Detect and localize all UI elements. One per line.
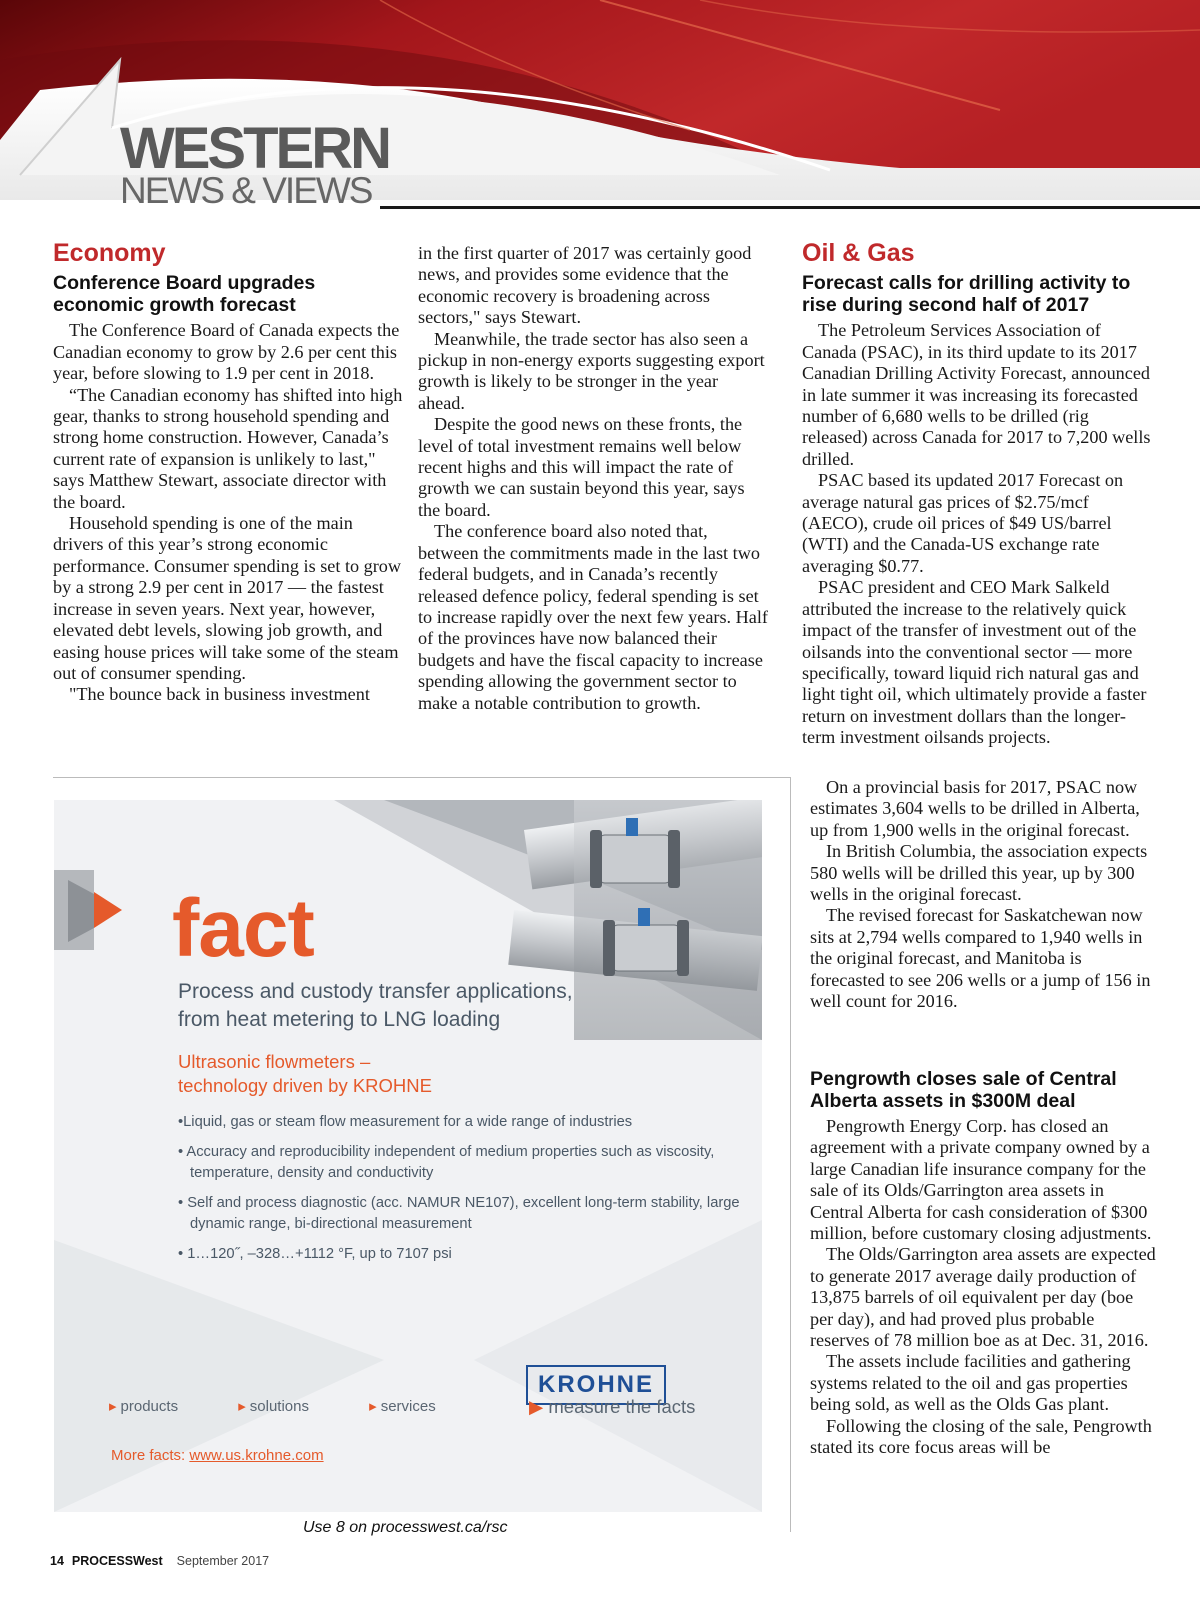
ad-subtitle-line-2: from heat metering to LNG loading [178,1008,501,1031]
ad-subtitle [178,978,573,1034]
article-headline-conference-board: Conference Board upgrades economic growth forecast [53,272,316,317]
article-paragraph: The revised forecast for Saskatchewan now sits at 2,794 wells compared to 1,940 wells in the original forecast, and Manitoba is forecasted to see 206 wells or a jump of 156 in well count for 2016. [810,905,1151,1012]
triangle-icon: ▸ [238,1398,246,1415]
ad-nav-links [109,1397,492,1415]
issue-date: September 2017 [176,1554,270,1568]
ad-tagline-text: measure the facts [548,1396,696,1417]
article-paragraph: "The bounce back in business investment [69,684,370,705]
arrow-icon: ▶ [529,1396,544,1417]
krohne-arrow-logo [54,870,122,950]
ad-link-label: solutions [249,1398,309,1415]
horizontal-divider [53,777,790,778]
ad-product-line [178,1050,432,1098]
ad-link-label: services [380,1398,436,1415]
ad-link-services[interactable] [369,1398,464,1415]
krohne-advertisement[interactable] [54,800,762,1512]
header-banner [0,0,1200,230]
ad-more-facts [111,1447,324,1464]
ad-headline-fact: fact [172,883,314,974]
ad-product-line-2: technology driven by KROHNE [178,1075,432,1096]
article-paragraph: In British Columbia, the association expects 580 wells will be drilled this year, up by 300 wells in the original forecast. [810,841,1148,905]
ad-subtitle-line-1: Process and custody transfer applications, [178,980,573,1003]
economy-column-2 [418,243,768,714]
section-masthead [120,116,389,211]
oilgas-column-middle [810,777,1156,1012]
krohne-logo: KROHNE [526,1365,666,1405]
page-footer [50,1554,269,1568]
article-paragraph: “The Canadian economy has shifted into high gear, thanks to strong household spending and strong home construction. However, Canada’s current rate of expansion is unlikely to last," says Matthew Stewart, associate director with the board. [53,384,403,512]
triangle-icon: ▸ [369,1398,377,1415]
triangle-icon: ▸ [109,1398,117,1415]
article-paragraph: The Petroleum Services Association of Canada (PSAC), in its third update to its 2017 Canadian Drilling Activity Forecast, announced in late summer it was increasing its forecasted number of 6,680 wells to be drilled (rig released) across Canada for 2017 to 7,200 wells drilled. [802,320,1151,469]
publication-name: PROCESSWest [71,1554,163,1568]
ad-feature-item: • Self and process diagnostic (acc. NAMUR NE107), excellent long-term stability, large dynamic range, bi-directional measurement [178,1195,740,1232]
article-paragraph: Despite the good news on these fronts, the level of total investment remains well below recent highs and this will impact the rate of growth we can sustain beyond this year, says the board. [418,414,745,520]
ad-link-products[interactable] [109,1398,206,1415]
article-paragraph: The Olds/Garrington area assets are expected to generate 2017 average daily production of 13,875 barrels of oil equivalent per day (boe per day), and had proved plus probable reserves of 78 million boe as at Dec. 31, 2016. [810,1244,1156,1351]
oilgas-column-top [802,239,1154,749]
ad-link-solutions[interactable] [238,1398,337,1415]
article-paragraph: Pengrowth Energy Corp. has closed an agreement with a private company owned by a large Canadian life insurance company for the sale of its Olds/Garrington area assets in Central Alberta for cash consideration of $300 million, before customary closing adjustments. [810,1116,1152,1244]
section-heading-economy: Economy [53,239,166,267]
ad-product-line-1: Ultrasonic flowmeters – [178,1051,371,1072]
article-paragraph: On a provincial basis for 2017, PSAC now estimates 3,604 wells to be drilled in Alberta, up from 1,900 wells in the original forecast. [810,777,1140,840]
ad-feature-list [178,1112,762,1274]
economy-column-1 [53,239,403,706]
article-headline-drilling-forecast: Forecast calls for drilling activity to rise during second half of 2017 [802,272,1131,317]
oilgas-column-bottom [810,1068,1156,1459]
article-paragraph: Following the closing of the sale, Pengrowth stated its core focus areas will be [810,1415,1152,1458]
article-paragraph: PSAC based its updated 2017 Forecast on average natural gas prices of $2.75/mcf (AECO), crude oil prices of $49 US/barrel (WTI) and the Canada-US exchange rate averaging $0.77. [802,470,1124,576]
article-paragraph: The conference board also noted that, between the commitments made in the last two federal budgets, and in Canada’s recently released defence policy, federal spending is set to increase rapidly over the next few years. Half of the provinces have now balanced their budgets and have the fiscal capacity to increase spending allowing the government sector to make a notable contribution to growth. [418,521,768,713]
article-paragraph: Household spending is one of the main drivers of this year’s strong economic performance. Consumer spending is set to grow by a strong 2.9 per cent in 2017 — the fastest increase in seven years. Next year, however, elevated debt levels, slowing job growth, and easing house prices will take some of the steam out of consumer spending. [53,513,402,683]
reader-service-card: Use 8 on processwest.ca/rsc [303,1519,508,1536]
section-heading-oil-gas: Oil & Gas [802,239,915,267]
ad-more-facts-label: More facts: [111,1447,186,1464]
vertical-divider [790,777,791,1532]
page-number: 14 [50,1554,64,1568]
ad-link-label: products [120,1398,179,1415]
masthead-line-2: NEWS & VIEWS [120,170,372,211]
article-paragraph: The Conference Board of Canada expects the Canadian economy to grow by 2.6 per cent this year, before slowing to 1.9 per cent in 2018. [53,320,400,384]
ad-website-link[interactable]: www.us.krohne.com [189,1447,324,1464]
article-paragraph: The assets include facilities and gathering systems related to the oil and gas properties being sold, as well as the Olds Gas plant. [810,1351,1131,1415]
article-paragraph: in the first quarter of 2017 was certainly good news, and provides some evidence that the economic recovery is broadening across sectors," says Stewart. [418,243,752,328]
article-headline-pengrowth: Pengrowth closes sale of Central Alberta assets in $300M deal [810,1068,1117,1112]
ad-tagline [529,1396,695,1418]
ad-feature-item: • 1…120˝, –328…+1112 °F, up to 7107 psi [178,1246,452,1262]
article-paragraph: PSAC president and CEO Mark Salkeld attributed the increase to the relatively quick impact of the transfer of investment out of the oilsands into the conventional sector — more specifically, toward liquid rich natural gas and light tight oil, which ultimately provide a faster return on investment dollars than the longer-term investment oilsands projects. [802,577,1147,748]
masthead-line-1: WESTERN [120,116,389,181]
ad-feature-item: •Liquid, gas or steam flow measurement for a wide range of industries [178,1114,633,1130]
ad-feature-item: • Accuracy and reproducibility independent of medium properties such as viscosity, temperature, density and conductivity [178,1144,715,1181]
article-paragraph: Meanwhile, the trade sector has also seen a pickup in non-energy exports suggesting export growth is likely to be stronger in the year ahead. [418,328,765,413]
